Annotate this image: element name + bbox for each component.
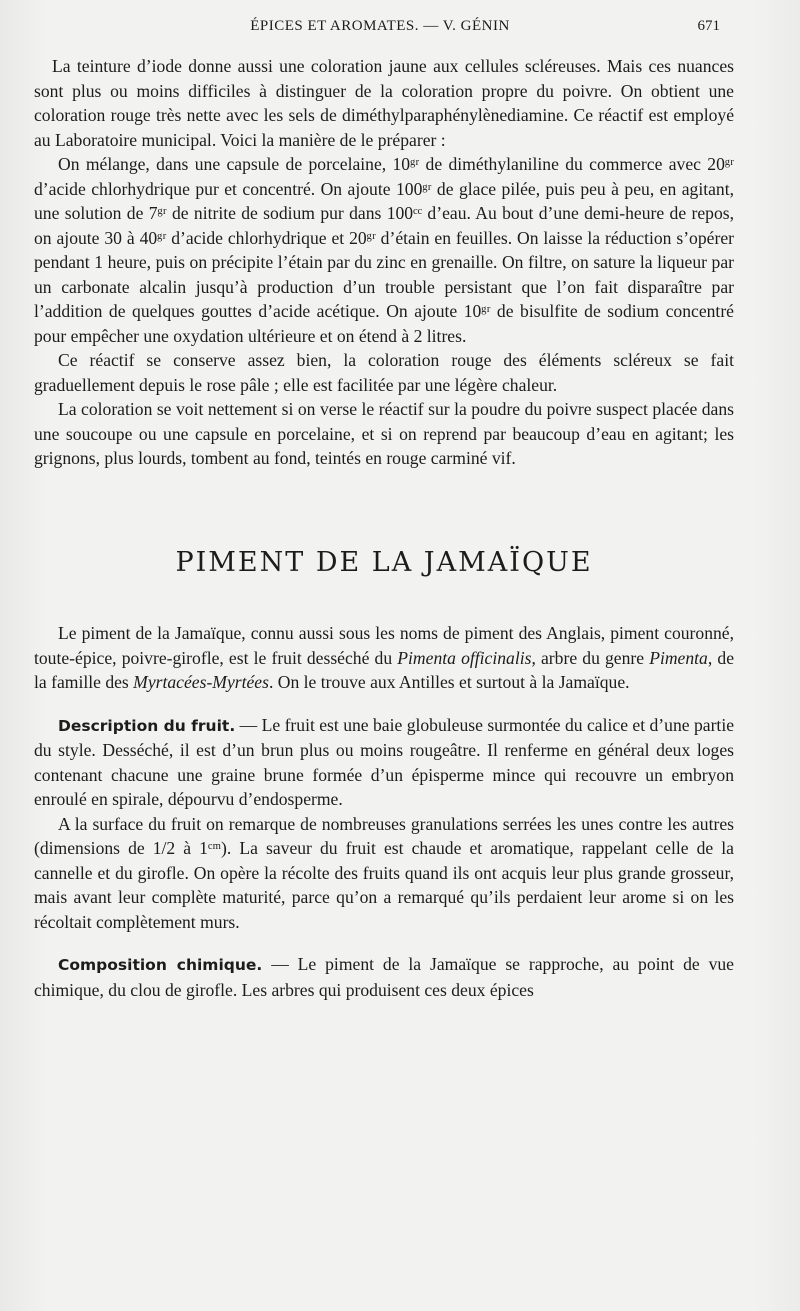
intro-text-a: Le piment de la Jamaïque, connu aussi sous les noms de piment des Anglais, piment couronné, toute-épice, poivre-girofle, est le fruit desséché du: [34, 623, 734, 668]
paragraph-coloration: La coloration se voit nettement si on verse le réactif sur la poudre du poivre suspect placée dans une soucoupe ou une capsule en porcelaine, et si on reprend par beaucoup d’eau en agitant; les grignons, plus lourds, tombent au fond, teintés en rouge carminé vif.: [34, 399, 734, 468]
section-title: PIMENT DE LA JAMAÏQUE: [175, 546, 593, 578]
genus-name: Pimenta: [649, 647, 708, 668]
intro-text-c: , de la famille des: [34, 647, 735, 692]
paragraph-preparation: On mélange, dans une capsule de porcelaine, 10ᵍʳ de diméthylaniline du commerce avec 20ᵍʳ d’acide chlorhydrique pur et concentré. On ajoute 100ᵍʳ de glace pilée, puis peu à peu, en agitant, une solution de 7ᵍʳ de nitrite de sodium pur dans 100ᶜᶜ d’eau. Au bout d’une demi-heure de repos, on ajoute 30 à 40ᵍʳ d’acide chlorhydrique et 20ᵍʳ d’étain en feuilles. On laisse la réduction s’opérer pendant 1 heure, puis on précipite l’étain par du zinc en grenaille. On filtre, on sature la liqueur par un carbonate alcalin jusqu’à production d’un trouble persistant que l’on fait disparaître par l’addition de quelques gouttes d’acide acétique. On ajoute 10ᵍʳ de bisulfite de sodium concentré pour empêcher une oxydation ultérieure et on étend à 2 litres.: [34, 154, 734, 346]
intro-text-b: , arbre du genre: [531, 647, 650, 668]
species-name: Pimenta officinalis: [397, 647, 532, 668]
composition-text: — Le piment de la Jamaïque se rapproche, au point de vue chimique, du clou de girofle. Les arbres qui produisent ces deux épices: [34, 954, 734, 1000]
page-header: [40, 18, 720, 44]
intro-text-d: . On le trouve aux Antilles et surtout à la Jamaïque.: [268, 672, 630, 692]
paragraph-description: [34, 713, 734, 812]
paragraph-surface: A la surface du fruit on remarque de nombreuses granulations serrées les unes contre les autres (dimensions de 1/2 à 1ᶜᵐ). La saveur du fruit est chaude et aromatique, rappelant celle de la cannelle et du girofle. On opère la récolte des fruits quand ils ont acquis leur plus grande grosseur, mais avant leur complète maturité, parce qu’on a remarqué qu’ils perdaient leur arome si on les récoltait complètement murs.: [34, 813, 734, 932]
paragraph-piment-intro: [34, 621, 734, 695]
paragraph-composition: [34, 952, 734, 1002]
composition-heading: Composition chimique.: [58, 956, 263, 974]
description-heading: Description du fruit.: [58, 716, 236, 735]
description-text: — Le fruit est une baie globuleuse surmontée du calice et d’une partie du style. Desséché, il est d’un brun plus ou moins rougeâtre. Il renferme en général deux loges contenant chacune une graine brune formée d’un épisperme mince qui recouvre un embryon enroulé en spirale, dépourvu d’endosperme.: [34, 714, 735, 809]
page-number: 671: [697, 18, 720, 34]
running-title: ÉPICES ET AROMATES. — V. GÉNIN: [250, 18, 510, 34]
page-body: [34, 54, 734, 1002]
paragraph-iodine: La teinture d’iode donne aussi une coloration jaune aux cellules scléreuses. Mais ces nuances sont plus ou moins difficiles à distinguer de la coloration propre du poivre. On obtient une coloration rouge très nette avec les sels de diméthylparaphénylènediamine. Ce réactif est employé au Laboratoire municipal. Voici la manière de le préparer :: [34, 56, 734, 150]
paragraph-reagent-stability: Ce réactif se conserve assez bien, la coloration rouge des éléments scléreux se fait graduellement depuis le rose pâle ; elle est facilitée par une légère chaleur.: [34, 350, 734, 395]
family-name: Myrtacées-Myrtées: [133, 672, 269, 692]
